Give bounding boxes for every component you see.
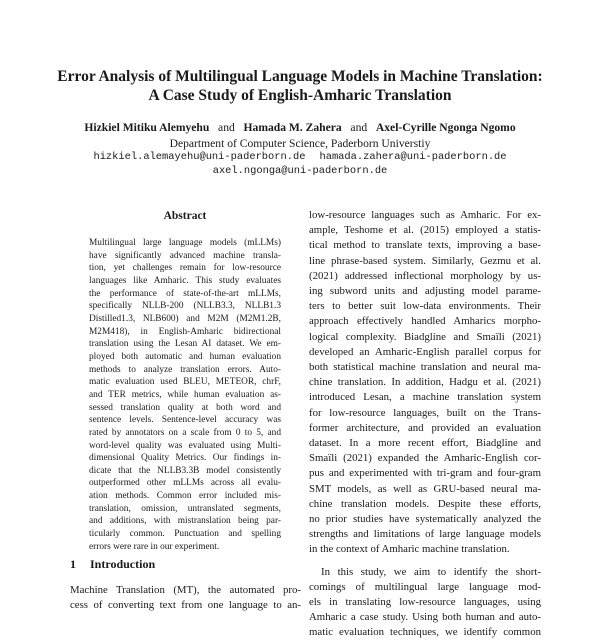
body-line: strengths and limitations of large language models: [309, 528, 541, 541]
abstract-line: methods to analyze translation errors. Auto-: [89, 364, 281, 375]
author-separator-2: and: [350, 121, 368, 134]
body-line: developed an Amharic-English parallel corpus for: [309, 345, 541, 358]
abstract-line: ployed both automatic and human evaluation: [89, 351, 281, 362]
intro-text: [70, 583, 301, 613]
body-line: comings of multilingual large language mod-: [309, 580, 541, 593]
author-list: [20, 120, 580, 135]
abstract-line: errors were rare in our experiment.: [89, 541, 220, 552]
abstract-line: the performance of state-of-the-art mLLMs,: [89, 288, 281, 299]
body-line: low-resource languages such as Amharic. For ex-: [309, 209, 541, 221]
author-separator-1: and: [218, 121, 235, 134]
abstract-line: matic evaluation used BLEU, METEOR, chrF,: [89, 377, 281, 388]
abstract-line: dimensional Quality Metrics. Our findings in-: [89, 453, 281, 464]
abstract-line: Distilled1.3, NLB600) and M2M (M2M1.2B,: [89, 313, 281, 324]
abstract-line: rated by annotators on a scale from 0 to 5, and: [89, 427, 281, 438]
body-line: line phrase-based system. Similarly, Gezmu et al.: [309, 254, 541, 267]
body-line: approach effectively handled Amharics morpho-: [309, 315, 541, 328]
intro-line: Machine Translation (MT), the automated pro-: [70, 584, 301, 596]
abstract-line: and TER metrics, while human evaluation as-: [89, 389, 281, 400]
intro-line: cess of converting text from one language to an-: [70, 599, 301, 612]
abstract-line: word-level quality was evaluated using Multi-: [89, 440, 281, 451]
body-line: both statistical machine translation and neural ma-: [309, 361, 541, 374]
body-line: tical method to translate texts, improving a base-: [309, 239, 541, 252]
body-line: introduced Lesan, a machine translation system: [309, 391, 541, 404]
abstract-heading: Abstract: [163, 210, 207, 222]
section-title: Introduction: [90, 557, 156, 571]
body-line: Amharic a case study. Using both human and auto-: [309, 611, 541, 624]
body-line: pus and experimented with tri-gram and four-gram: [309, 467, 541, 480]
abstract-line: ticularly common. Punctuation and spelling: [89, 529, 281, 540]
abstract-line: sentence levels. Sentence-level accuracy was: [89, 415, 281, 426]
email-1: hizkiel.alemayehu@uni-paderborn.de: [93, 151, 306, 163]
abstract-line: specifically NLLB-200 (NLLB3.3, NLLB1.3: [89, 301, 281, 312]
right-column-text: [309, 208, 541, 641]
body-line: former architecture, and provided an evaluation: [309, 421, 541, 434]
abstract-line: translation using the Lesan AI dataset. We em-: [89, 339, 281, 350]
body-line: chine translation. In addition, Hadgu et al. (2021): [309, 376, 541, 389]
abstract-line: outperformed other mLLMs across all evalu-: [89, 478, 281, 489]
abstract-line: translation, omission, untranslated segments,: [89, 503, 281, 514]
body-line: Smaïli (2021) expanded the Amharic-English cor-: [309, 452, 541, 465]
title-line-2: A Case Study of English-Amharic Translation: [148, 87, 452, 104]
body-line: In this study, we aim to identify the short-: [321, 565, 541, 578]
paper-title: [40, 67, 560, 105]
email-3: axel.ngonga@uni-paderborn.de: [212, 165, 388, 177]
section-number: 1: [70, 557, 76, 571]
abstract-line: dicate that the NLLB3.3B model consistently: [89, 465, 281, 476]
email-2: hamada.zahera@uni-paderborn.de: [319, 151, 507, 163]
body-line: ters to better suit low-data environments. Their: [309, 300, 541, 313]
abstract-line: sessed translation quality at both word and: [89, 402, 281, 413]
author-2: Hamada M. Zahera: [243, 121, 342, 134]
title-line-1: Error Analysis of Multilingual Language Models in Machine Translation:: [57, 68, 543, 85]
paragraph-gap: [309, 558, 541, 565]
body-line: matic evaluation techniques, we identify common: [309, 626, 541, 639]
body-line: in the context of Amharic machine translation.: [309, 543, 510, 556]
abstract-line: languages like Amharic. This study evaluates: [89, 275, 281, 286]
body-line: els in translating low-resource languages, using: [309, 596, 541, 609]
abstract-line: ation methods. Common error included mis-: [89, 491, 281, 502]
body-line: (2021) addressed inflectional morphology by us-: [309, 269, 541, 282]
author-3: Axel-Cyrille Ngonga Ngomo: [375, 121, 516, 134]
email-line-1: [20, 150, 580, 164]
body-line: SMT models, as well as GRU-based neural ma-: [309, 482, 541, 495]
author-1: Hizkiel Mitiku Alemyehu: [84, 121, 210, 134]
abstract-line: have significantly advanced machine transla-: [89, 250, 281, 261]
abstract-line: Multilingual large language models (mLLMs): [89, 238, 281, 248]
body-line: logical complexity. Biadgline and Smaïli (2021): [309, 330, 541, 343]
body-line: dataset. In a more recent effort, Biadgline and: [309, 437, 541, 450]
abstract-line: and additions, with mistranslation being par-: [89, 516, 281, 527]
abstract-line: tion, yet challenges remain for low-resource: [89, 263, 281, 274]
body-line: ample, Teshome et al. (2015) employed a statis-: [309, 224, 541, 237]
section-heading: [70, 557, 155, 572]
affiliation: Department of Computer Science, Paderborn Universtiy: [169, 137, 431, 150]
abstract-line: M2M418), in English-Amharic bidirectional: [89, 326, 281, 337]
body-line: chine translation models. Despite these efforts,: [309, 497, 541, 510]
body-line: for low-resource languages, built on the Trans-: [309, 406, 541, 419]
abstract-body: [89, 237, 281, 553]
body-line: ing subword units and adjusting model parame-: [309, 285, 541, 298]
body-line: no prior studies have systematically analyzed the: [309, 513, 541, 526]
